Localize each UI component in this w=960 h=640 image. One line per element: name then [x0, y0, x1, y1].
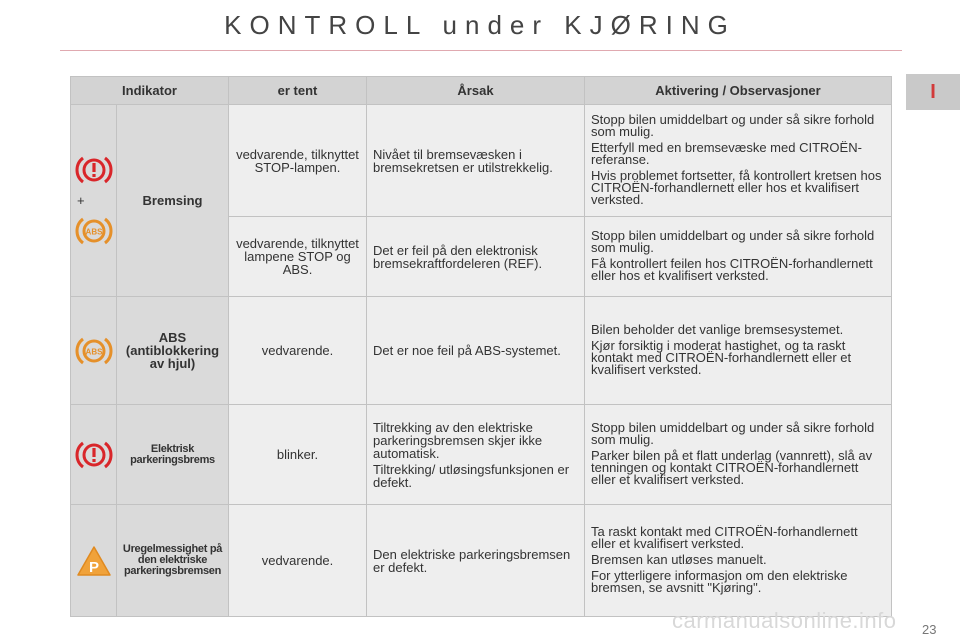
page-title: KONTROLL under KJØRING [224, 10, 736, 40]
observation-text: For ytterligere informasjon om den elektriske bremsen, se avsnitt "Kjøring". [591, 567, 848, 595]
observation-text: Stopp bilen umiddelbart og under så sikre forhold som mulig. [591, 227, 875, 255]
observation-text: Ta raskt kontakt med CITROËN-forhandlernett eller et kvalifisert verksted. [591, 523, 858, 551]
watermark-text: carmanualsonline.info [672, 608, 897, 633]
observation-text: Bremsen kan utløses manuelt. [591, 551, 767, 567]
svg-text:P: P [88, 558, 99, 576]
state-cell: vedvarende. [229, 297, 367, 405]
cause-cell [367, 405, 585, 505]
observation-cell [585, 105, 892, 217]
observation-cell [585, 297, 892, 405]
state-cell: vedvarende, tilknyttet STOP-lampen. [229, 105, 367, 217]
observation-text: Kjør forsiktig i moderat hastighet, og ta raskt kontakt med CITROËN-forhandlernett eller et kvalifisert verksted. [591, 337, 852, 377]
observation-cell [585, 505, 892, 617]
svg-text:ABS: ABS [85, 347, 102, 356]
cause-text: Tiltrekking/ utløsingsfunksjonen er defekt. [373, 461, 570, 490]
observation-text: Parker bilen på et flatt underlag (vannrett), slå av tenningen og kontakt CITROËN-forhandlernett eller et kvalifisert verksted. [591, 447, 873, 487]
observation-text: Etterfyll med en bremsevæske med CITROËN-referanse. [591, 139, 862, 167]
brake-warning-icon [75, 440, 113, 470]
table-header-row [71, 77, 892, 105]
header-arsak: Årsak [367, 77, 585, 105]
state-cell: vedvarende, tilknyttet lampene STOP og ABS. [229, 217, 367, 297]
observation-text: Stopp bilen umiddelbart og under så sikre forhold som mulig. [591, 419, 875, 447]
parking-brake-fault-icon [76, 545, 112, 577]
indicator-uregelmessighet: Uregelmessighet på den elektriske parkeringsbremsen [117, 505, 229, 617]
abs-warning-icon [75, 336, 113, 366]
icon-cell-bremsing [71, 105, 117, 297]
table-row [71, 505, 892, 617]
brake-warning-icon [75, 155, 113, 185]
indicator-bremsing: Bremsing [117, 105, 229, 297]
header-indikator: Indikator [71, 77, 229, 105]
page-number: 23 [922, 622, 937, 637]
observation-text: Bilen beholder det vanlige bremsesystemet. [591, 321, 844, 337]
indicator-abs: ABS (antiblokkering av hjul) [117, 297, 229, 405]
cause-cell: Den elektriske parkeringsbremsen er defekt. [367, 505, 585, 617]
warning-lights-table [70, 76, 892, 617]
abs-warning-icon [75, 216, 113, 246]
header-aktivering: Aktivering / Observasjoner [585, 77, 892, 105]
indicator-elektrisk-parkeringsbrems: Elektrisk parkeringsbrems [117, 405, 229, 505]
icon-cell-abs [71, 297, 117, 405]
state-cell: vedvarende. [229, 505, 367, 617]
title-divider [60, 50, 902, 51]
observation-cell [585, 405, 892, 505]
header-er-tent: er tent [229, 77, 367, 105]
table-row [71, 297, 892, 405]
cause-text: Tiltrekking av den elektriske parkeringsbremsen skjer ikke automatisk. [373, 419, 543, 461]
state-cell: blinker. [229, 405, 367, 505]
plus-sign: + [77, 193, 85, 208]
icon-cell-uregelmessighet [71, 505, 117, 617]
section-tab[interactable]: I [906, 74, 960, 110]
observation-text: Stopp bilen umiddelbart og under så sikre forhold som mulig. [591, 111, 875, 139]
observation-text: Hvis problemet fortsetter, få kontrollert kretsen hos CITROËN-forhandlernett eller hos et kvalifisert verksted. [591, 167, 882, 207]
observation-text: Få kontrollert feilen hos CITROËN-forhandlernett eller hos et kvalifisert verksted. [591, 255, 873, 283]
cause-cell: Det er noe feil på ABS-systemet. [367, 297, 585, 405]
table-row [71, 105, 892, 217]
icon-cell-elektrisk [71, 405, 117, 505]
cause-cell: Det er feil på den elektronisk bremsekraftfordeleren (REF). [367, 217, 585, 297]
cause-cell: Nivået til bremsevæsken i bremsekretsen er utilstrekkelig. [367, 105, 585, 217]
observation-cell [585, 217, 892, 297]
svg-text:ABS: ABS [85, 227, 102, 237]
table-row [71, 405, 892, 505]
